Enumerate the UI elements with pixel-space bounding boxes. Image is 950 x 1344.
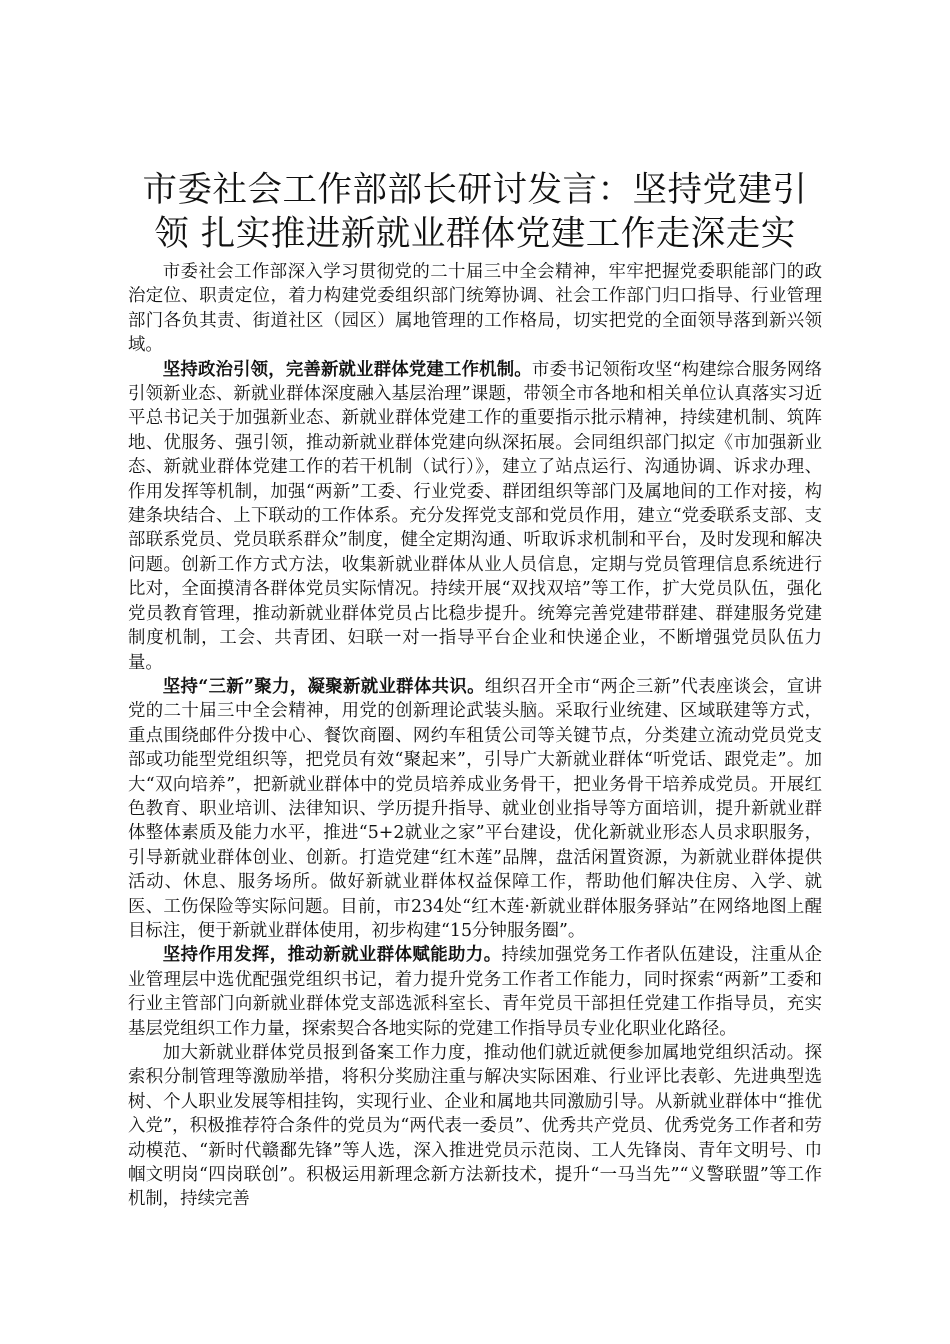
paragraph-three-new	[128, 675, 822, 943]
paragraph-intro	[128, 260, 822, 358]
paragraph-text: 组织召开全市“两企三新”代表座谈会，宣讲党的二十届三中全会精神，用党的创新理论武装头脑。采取行业统建、区域联建等方式，重点围绕邮件分拨中心、餐饮商圈、网约车租赁公司等关键节点，分类建立流动党员党支部或功能型党组织等，把党员有效“聚起来”，引导广大新就业群体“听党话、跟党走”。加大“双向培养”，把新就业群体中的党员培养成业务骨干，把业务骨干培养成党员。开展红色教育、职业培训、法律知识、学历提升指导、就业创业指导等方面培训，提升新就业群体整体素质及能力水平，推进“5+2就业之家”平台建设，优化新就业形态人员求职服务，引导新就业群体创业、创新。打造党建“红木莲”品牌，盘活闲置资源，为新就业群体提供活动、休息、服务场所。做好新就业群体权益保障工作，帮助他们解决住房、入学、就医、工伤保险等实际问题。目前，市234处“红木莲·新就业群体服务驿站”在网络地图上醒目标注，便于新就业群体使用，初步构建“15分钟服务圈”。	[128, 676, 822, 941]
paragraph-political-leadership	[128, 358, 822, 675]
document-page	[128, 168, 822, 1212]
paragraph-heading: 坚持作用发挥，推动新就业群体赋能助力。	[162, 945, 502, 966]
paragraph-text: 市委书记领衔攻坚“构建综合服务网络引领新业态、新就业群体深度融入基层治理”课题，带领全市各地和相关单位认真落实习近平总书记关于加强新业态、新就业群体党建工作的重要指示批示精神，持续建机制、筑阵地、优服务、强引领，推动新就业群体党建向纵深拓展。会同组织部门拟定《市加强新业态、新就业群体党建工作的若干机制（试行）》，建立了站点运行、沟通协调、诉求办理、作用发挥等机制，加强“两新”工委、行业党委、群团组织等部门及属地间的工作对接，构建条块结合、上下联动的工作体系。充分发挥党支部和党员作用，建立“党委联系支部、支部联系党员、党员联系群众”制度，健全定期沟通、听取诉求机制和平台，及时发现和解决问题。创新工作方式方法，收集新就业群体从业人员信息，定期与党员管理信息系统进行比对，全面摸清各群体党员实际情况。持续开展“双找双培”等工作，扩大党员队伍，强化党员教育管理，推动新就业群体党员占比稳步提升。统筹完善党建带群建、群建服务党建制度机制，工会、共青团、妇联一对一指导平台企业和快递企业，不断增强党员队伍力量。	[128, 359, 822, 673]
paragraph-heading: 坚持政治引领，完善新就业群体党建工作机制。	[162, 359, 532, 380]
document-title: 市委社会工作部部长研讨发言：坚持党建引领 扎实推进新就业群体党建工作走深走实	[142, 170, 808, 254]
paragraph-registration	[128, 1041, 822, 1212]
paragraph-text: 市委社会工作部深入学习贯彻党的二十届三中全会精神，牢牢把握党委职能部门的政治定位、职责定位，着力构建党委组织部门统筹协调、社会工作部门归口指导、行业管理部门各负其责、街道社区（园区）属地管理的工作格局，切实把党的全面领导落到新兴领域。	[128, 262, 822, 356]
document-body	[128, 260, 822, 1212]
paragraph-text: 持续加强党务工作者队伍建设，注重从企业管理层中选优配强党组织书记，着力提升党务工作者工作能力，同时探索“两新”工委和行业主管部门向新就业群体党支部选派科室长、青年党员干部担任党建工作指导员，充实基层党组织工作力量，探索契合各地实际的党建工作指导员专业化职业化路径。	[128, 945, 822, 1039]
paragraph-heading: 坚持“三新”聚力，凝聚新就业群体共识。	[162, 676, 485, 697]
paragraph-role-play	[128, 943, 822, 1041]
paragraph-text: 加大新就业群体党员报到备案工作力度，推动他们就近就便参加属地党组织活动。探索积分制管理等激励举措，将积分奖励注重与解决实际困难、行业评比表彰、先进典型选树、个人职业发展等相挂钩，实现行业、企业和属地共同激励引导。从新就业群体中“推优入党”，积极推荐符合条件的党员为“两代表一委员”、优秀共产党员、优秀党务工作者和劳动模范、“新时代赣鄱先锋”等人选，深入推进党员示范岗、工人先锋岗、青年文明号、巾帼文明岗“四岗联创”。积极运用新理念新方法新技术，提升“一马当先”“义警联盟”等工作机制，持续完善	[128, 1043, 822, 1210]
